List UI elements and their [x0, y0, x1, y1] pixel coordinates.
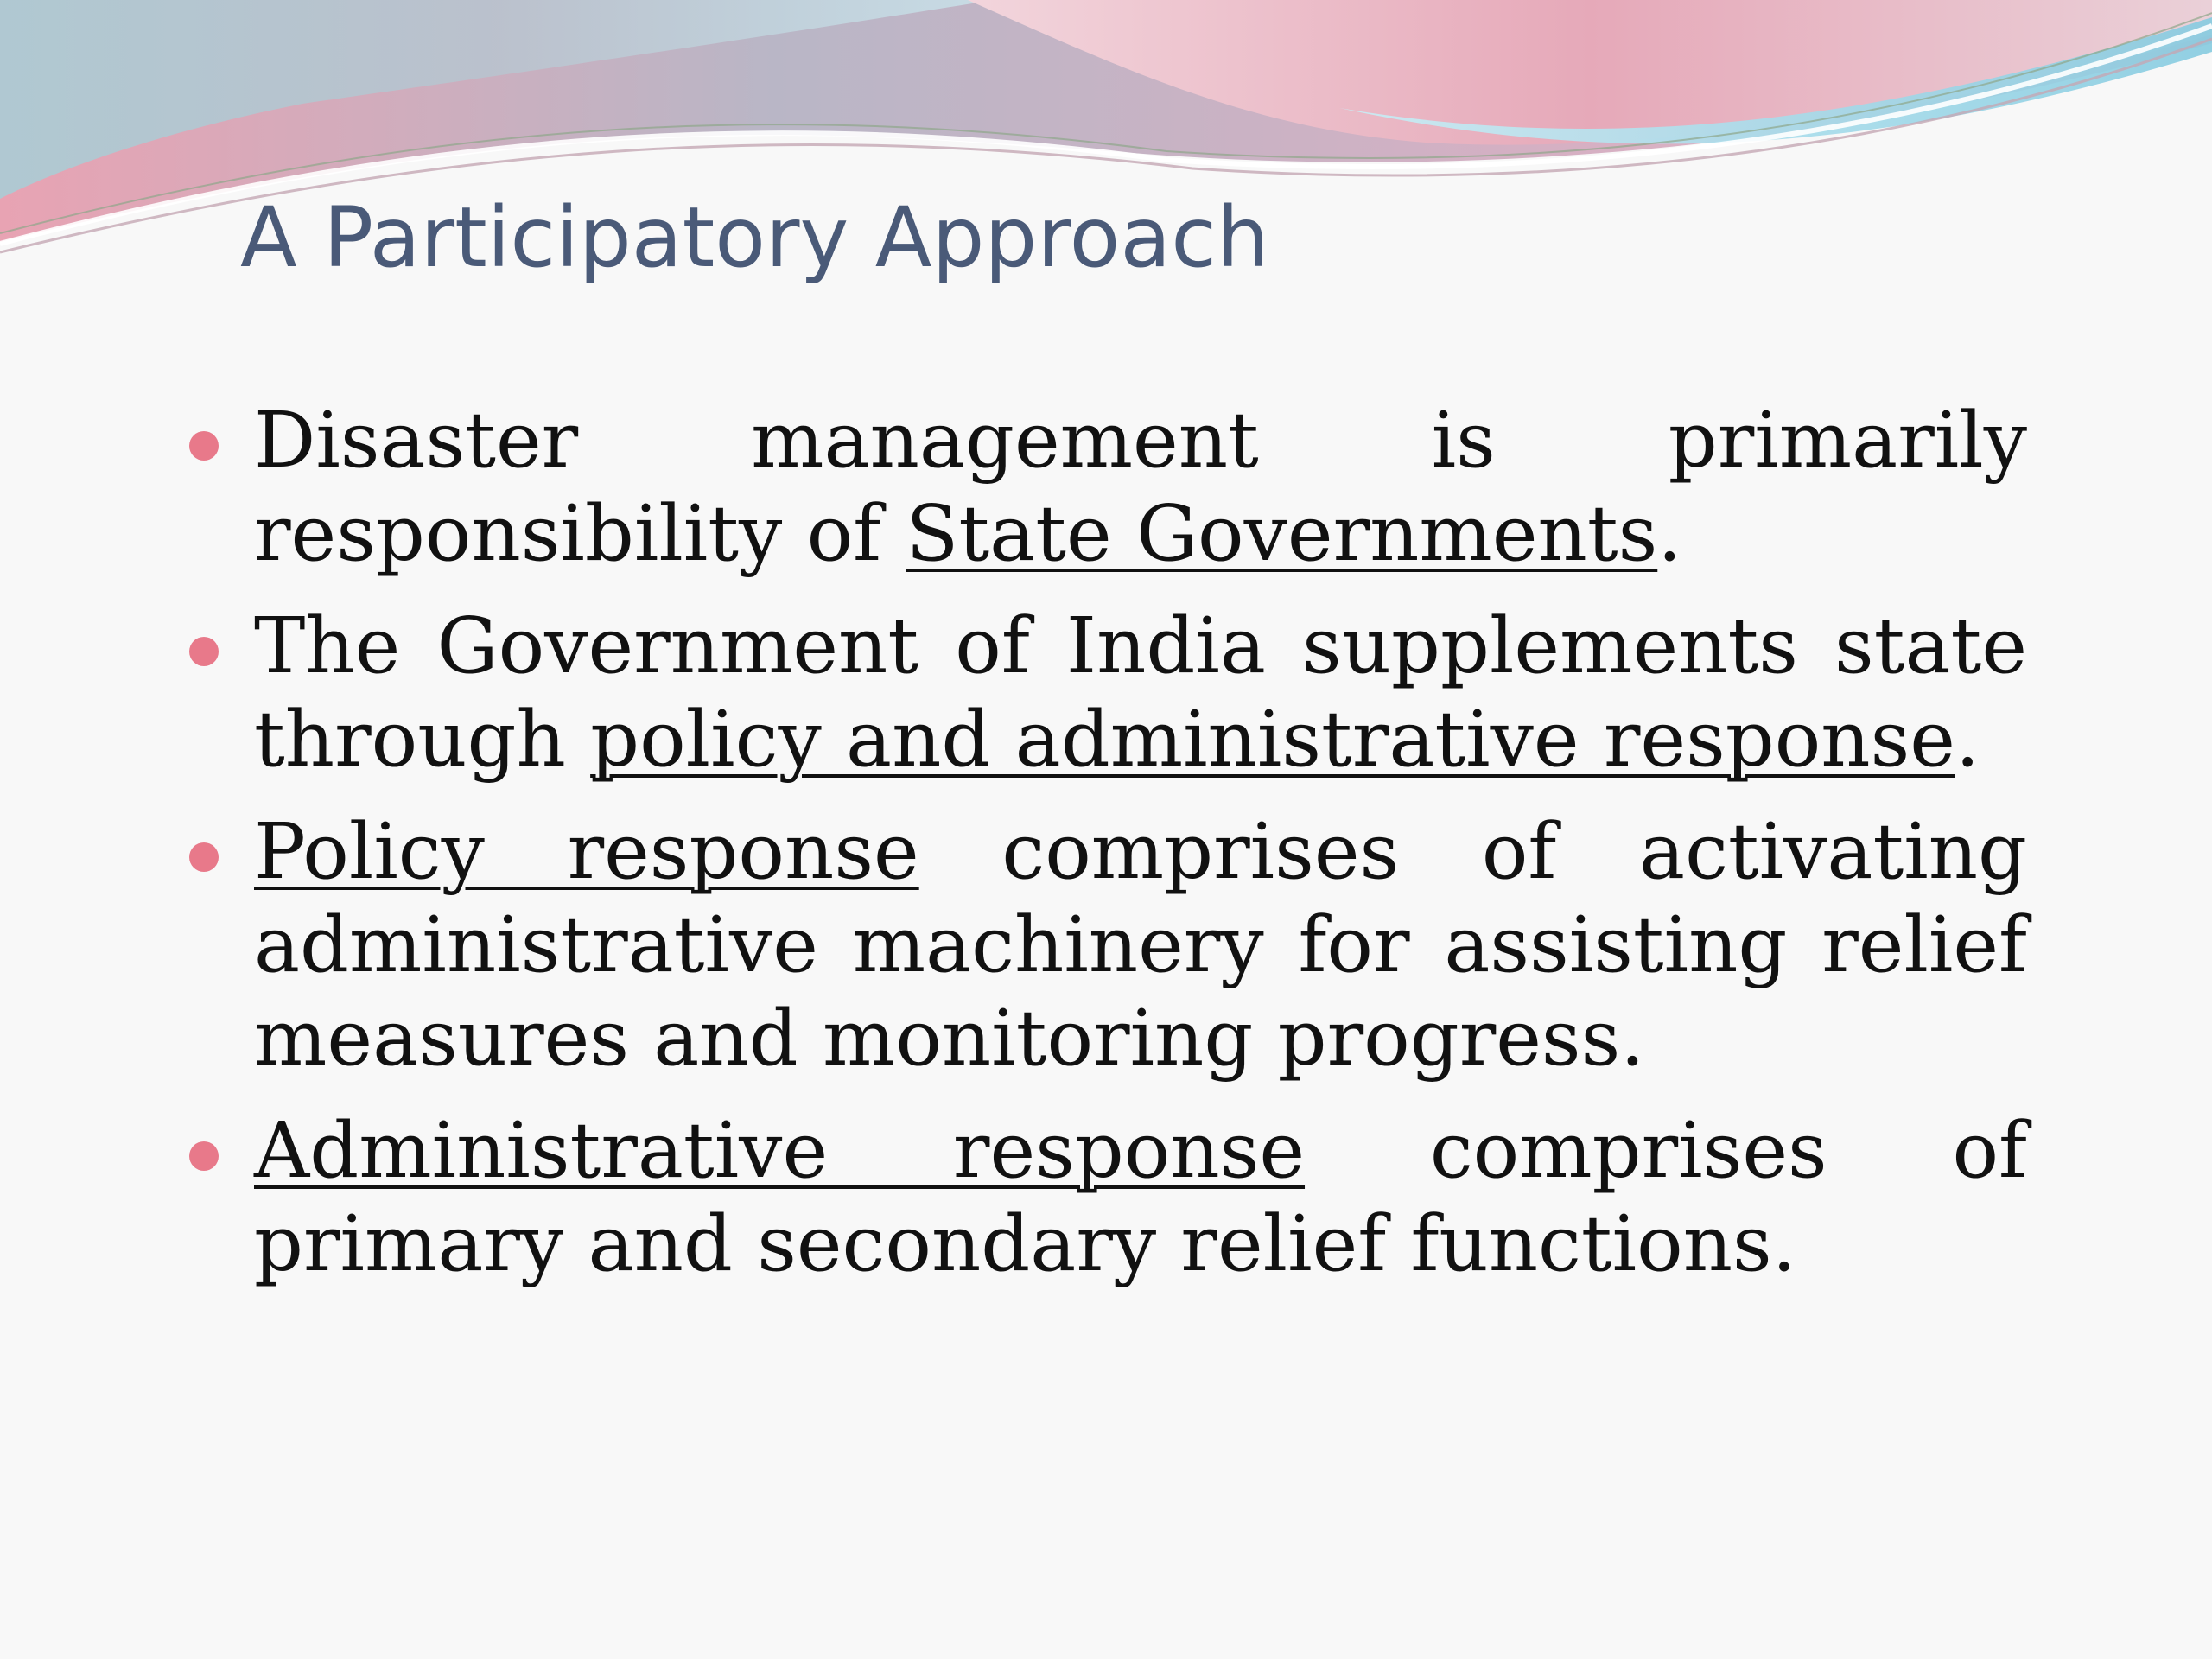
- bullet-list: [254, 393, 2027, 1309]
- bullet-text-end: comprises of activating administrative machinery for assisting relief measures and monitoring progress.: [254, 806, 2028, 1083]
- underlined-term: policy and administrative response: [590, 694, 1955, 784]
- slide-title: A Participatory Approach: [240, 189, 1269, 286]
- bullet-icon: [189, 1141, 219, 1171]
- bullet-text: Disaster management is primarily responsibility of: [254, 395, 2027, 578]
- underlined-term: Administrative response: [254, 1105, 1306, 1195]
- bullet-text-end: comprises of primary and secondary relief functions.: [254, 1105, 2027, 1288]
- bullet-item: [254, 599, 2027, 785]
- bullet-text: The Government of India supplements state through: [254, 601, 2027, 784]
- bullet-text-end: .: [1657, 488, 1682, 578]
- bullet-item: [254, 804, 2027, 1084]
- bullet-icon: [189, 431, 219, 461]
- underlined-term: State Governments: [906, 488, 1658, 578]
- bullet-icon: [189, 842, 219, 872]
- bullet-item: [254, 393, 2027, 580]
- bullet-icon: [189, 637, 219, 666]
- bullet-text-end: .: [1955, 694, 1980, 784]
- underlined-term: Policy response: [254, 806, 919, 896]
- bullet-item: [254, 1103, 2027, 1290]
